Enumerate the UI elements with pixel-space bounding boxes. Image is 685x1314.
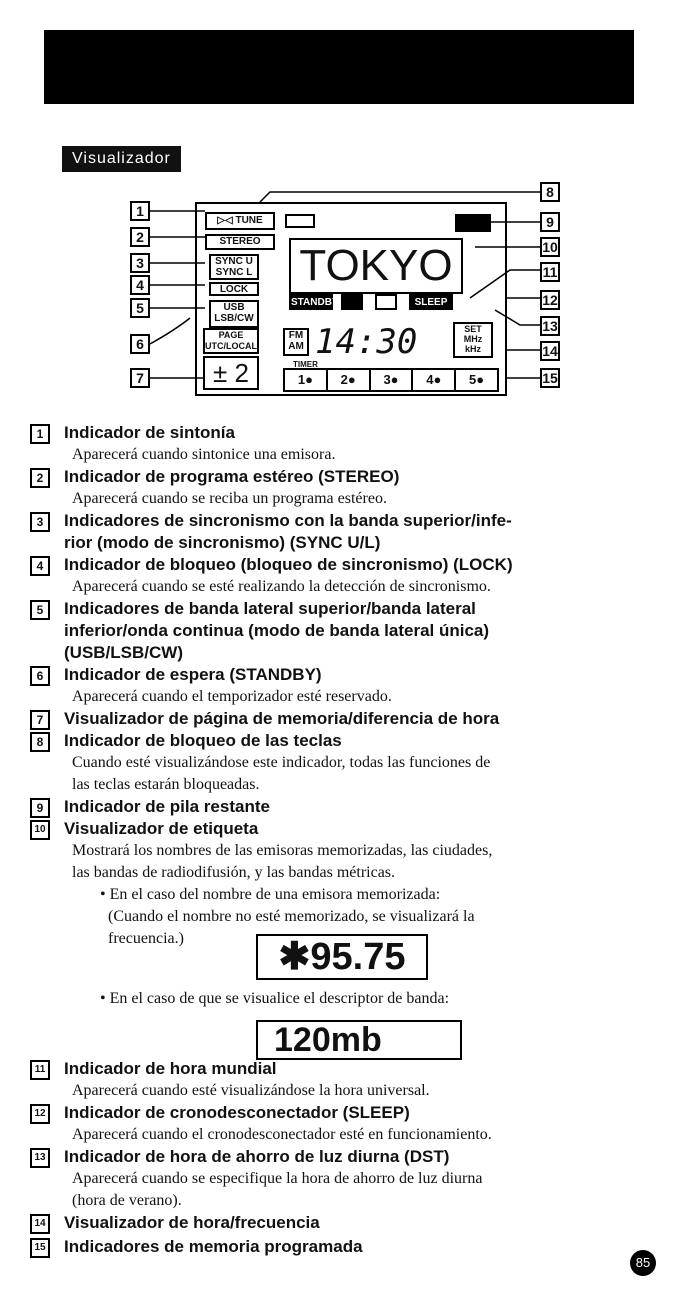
preset-1: 1●	[285, 370, 328, 390]
item-heading-cont: inferior/onda continua (modo de banda lateral única)	[64, 621, 490, 640]
khz-label: kHz	[464, 344, 481, 354]
item-number: 11	[30, 1060, 50, 1080]
sleep-icon	[375, 294, 397, 310]
sleep-indicator: SLEEP	[409, 294, 453, 310]
bullet-band-descriptor: • En el caso de que se visualice el descriptor de banda:	[100, 990, 450, 1007]
callout-4: 4	[130, 275, 150, 295]
callout-10: 10	[540, 237, 560, 257]
set-label: SET	[464, 324, 482, 334]
item-heading: Indicador de hora mundial	[64, 1059, 277, 1078]
item-heading: Visualizador de hora/frecuencia	[64, 1213, 320, 1232]
item-3	[30, 510, 655, 554]
callout-15: 15	[540, 368, 560, 388]
item-7	[30, 708, 655, 730]
stereo-indicator: STEREO	[205, 234, 275, 250]
item-4	[30, 554, 655, 598]
item-number: 14	[30, 1214, 50, 1234]
fm-label: FM	[288, 330, 304, 341]
item-5	[30, 598, 655, 664]
tune-label: TUNE	[235, 215, 263, 226]
battery-icon	[455, 214, 491, 232]
item-15	[30, 1236, 655, 1258]
item-number: 15	[30, 1238, 50, 1258]
item-number: 1	[30, 424, 50, 444]
item-heading: Indicadores de memoria programada	[64, 1237, 363, 1256]
band-indicator	[283, 328, 309, 356]
callout-3: 3	[130, 253, 150, 273]
page-utc-indicator	[203, 328, 259, 354]
preset-5: 5●	[469, 372, 485, 387]
preset-2: 2●	[328, 370, 371, 390]
frequency-example-display: ✱95.75	[256, 934, 428, 980]
mhz-label: MHz	[463, 334, 483, 344]
display-diagram	[0, 0, 685, 420]
item-heading-cont: (USB/LSB/CW)	[64, 643, 183, 662]
item-number: 10	[30, 820, 50, 840]
item-number: 9	[30, 798, 50, 818]
preset-3-num: 3	[383, 372, 391, 387]
page-label: PAGE	[218, 330, 244, 340]
item-heading: Visualizador de página de memoria/diferencia de hora	[64, 709, 500, 728]
item-heading: Indicadores de sincronismo con la banda superior/infe-	[64, 511, 512, 530]
preset-4: 4●	[413, 370, 456, 390]
am-label: AM	[288, 341, 304, 352]
sync-u-label: SYNC U	[215, 256, 253, 267]
item-heading: Indicador de espera (STANDBY)	[64, 665, 322, 684]
key-lock-icon	[285, 214, 315, 228]
preset-5-num: 5	[469, 372, 477, 387]
item-10	[30, 818, 655, 884]
item-9	[30, 796, 655, 818]
item-heading: Indicador de hora de ahorro de luz diurna (DST)	[64, 1147, 450, 1166]
item-description: Aparecerá cuando el temporizador esté reservado.	[72, 688, 392, 705]
item-heading: Indicador de bloqueo de las teclas	[64, 731, 342, 750]
preset-memory-row	[283, 368, 499, 392]
preset-2-num: 2	[340, 372, 348, 387]
item-heading: Visualizador de etiqueta	[64, 819, 259, 838]
sync-l-label: SYNC L	[215, 267, 253, 278]
bullet-note-cont: frecuencia.)	[108, 930, 184, 947]
tune-indicator: ▷◁ TUNE	[205, 212, 275, 230]
item-description: Aparecerá cuando sintonice una emisora.	[72, 446, 336, 463]
item-description: Cuando esté visualizándose este indicador, todas las funciones de	[72, 754, 491, 771]
item-number: 5	[30, 600, 50, 620]
item-heading: Indicador de sintonía	[64, 423, 235, 442]
time-frequency-display: 14:30	[315, 322, 418, 362]
band-example-display: 120mb	[256, 1020, 462, 1060]
item-12	[30, 1102, 655, 1146]
ssb-indicator	[209, 300, 259, 328]
item-heading: Indicador de bloqueo (bloqueo de sincronismo) (LOCK)	[64, 555, 513, 574]
page-number: 85	[630, 1250, 656, 1276]
label-display: TOKYO	[289, 238, 463, 294]
item-description: Aparecerá cuando se esté realizando la detección de sincronismo.	[72, 578, 491, 595]
preset-1-num: 1	[297, 372, 306, 387]
section-title: Visualizador	[62, 146, 181, 172]
item-heading: Indicador de pila restante	[64, 797, 270, 816]
item-2	[30, 466, 655, 510]
item-description-cont: las bandas de radiodifusión, y las bandas métricas.	[72, 864, 396, 881]
world-time-icon	[341, 294, 363, 310]
lock-indicator: LOCK	[209, 282, 259, 296]
callout-11: 11	[540, 262, 560, 282]
item-description: Aparecerá cuando esté visualizándose la hora universal.	[72, 1082, 430, 1099]
callout-8: 8	[540, 182, 560, 202]
memory-page-display: ± 2	[203, 356, 259, 390]
item-description: Aparecerá cuando se reciba un programa estéreo.	[72, 490, 387, 507]
preset-3: 3●	[371, 370, 414, 390]
bullet-note: (Cuando el nombre no esté memorizado, se visualizará la	[108, 908, 475, 925]
callout-14: 14	[540, 341, 560, 361]
item-14	[30, 1212, 655, 1234]
item-number: 2	[30, 468, 50, 488]
item-description: Mostrará los nombres de las emisoras memorizadas, las ciudades,	[72, 842, 493, 859]
item-1	[30, 422, 655, 466]
item-description-cont: las teclas estarán bloqueadas.	[72, 776, 260, 793]
item-number: 8	[30, 732, 50, 752]
item-number: 6	[30, 666, 50, 686]
item-description: Aparecerá cuando el cronodesconectador esté en funcionamiento.	[72, 1126, 492, 1143]
freq-unit-indicator	[453, 322, 493, 358]
item-number: 3	[30, 512, 50, 532]
item-number: 13	[30, 1148, 50, 1168]
lcd-panel	[195, 202, 507, 396]
preset-4-num: 4	[426, 372, 434, 387]
item-6	[30, 664, 655, 708]
item-11	[30, 1058, 655, 1102]
utc-local-label: UTC/LOCAL	[205, 341, 257, 351]
item-heading-cont: rior (modo de sincronismo) (SYNC U/L)	[64, 533, 381, 552]
timer-label: TIMER	[293, 360, 318, 369]
callout-13: 13	[540, 316, 560, 336]
item-heading: Indicadores de banda lateral superior/banda lateral	[64, 599, 476, 618]
callout-2: 2	[130, 227, 150, 247]
usb-label: USB	[223, 302, 245, 313]
item-number: 7	[30, 710, 50, 730]
callout-1: 1	[130, 201, 150, 221]
bullet-memorized-station: • En el caso del nombre de una emisora memorizada:	[100, 886, 441, 903]
item-description: Aparecerá cuando se especifique la hora de ahorro de luz diurna	[72, 1170, 483, 1187]
callout-5: 5	[130, 298, 150, 318]
item-heading: Indicador de programa estéreo (STEREO)	[64, 467, 400, 486]
standby-indicator: STANDBY	[289, 294, 333, 310]
item-8	[30, 730, 655, 796]
callout-9: 9	[540, 212, 560, 232]
callout-7: 7	[130, 368, 150, 388]
sync-indicator	[209, 254, 259, 280]
item-number: 12	[30, 1104, 50, 1124]
item-description-cont: (hora de verano).	[72, 1192, 182, 1209]
item-13	[30, 1146, 655, 1212]
lsb-cw-label: LSB/CW	[214, 313, 254, 324]
callout-6: 6	[130, 334, 150, 354]
item-number: 4	[30, 556, 50, 576]
callout-12: 12	[540, 290, 560, 310]
item-heading: Indicador de cronodesconectador (SLEEP)	[64, 1103, 410, 1122]
